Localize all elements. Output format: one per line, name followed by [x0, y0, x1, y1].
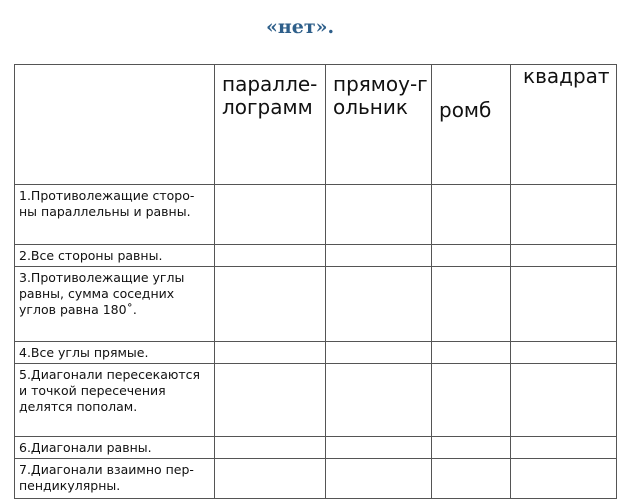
- table-cell[interactable]: [432, 459, 511, 499]
- table-cell[interactable]: [432, 185, 511, 245]
- row-label: 7.Диагонали взаимно пер-пендикулярны.: [15, 459, 215, 499]
- row-label: 6.Диагонали равны.: [15, 437, 215, 459]
- corner-cell: [15, 65, 215, 185]
- row-label: 2.Все стороны равны.: [15, 245, 215, 267]
- row-label: 4.Все углы прямые.: [15, 342, 215, 364]
- column-header-square: квадрат: [511, 65, 617, 185]
- table-cell[interactable]: [511, 437, 617, 459]
- column-header-rectangle: прямоу-гольник: [326, 65, 432, 185]
- table-cell[interactable]: [215, 267, 326, 342]
- table-cell[interactable]: [215, 364, 326, 437]
- table-cell[interactable]: [432, 437, 511, 459]
- table-cell[interactable]: [511, 267, 617, 342]
- table-cell[interactable]: [326, 342, 432, 364]
- table-cell[interactable]: [511, 459, 617, 499]
- table-cell[interactable]: [215, 459, 326, 499]
- row-label: 3.Противолежащие углы равны, сумма соседних углов равна 180˚.: [15, 267, 215, 342]
- table-cell[interactable]: [511, 364, 617, 437]
- header-row: [15, 65, 617, 185]
- table-row: [15, 364, 617, 437]
- table-cell[interactable]: [326, 459, 432, 499]
- table-cell[interactable]: [215, 342, 326, 364]
- table-cell[interactable]: [326, 245, 432, 267]
- table-cell[interactable]: [326, 437, 432, 459]
- table-cell[interactable]: [432, 245, 511, 267]
- slide-title: «нет».: [266, 16, 335, 38]
- table-cell[interactable]: [432, 342, 511, 364]
- row-label: 5.Диагонали пересекаются и точкой пересечения делятся пополам.: [15, 364, 215, 437]
- table-cell[interactable]: [511, 245, 617, 267]
- table-row: [15, 185, 617, 245]
- table-row: [15, 342, 617, 364]
- table-cell[interactable]: [326, 267, 432, 342]
- table-row: [15, 245, 617, 267]
- column-header-rhombus: ромб: [432, 65, 511, 185]
- table-row: [15, 267, 617, 342]
- column-header-parallelogram: паралле-лограмм: [215, 65, 326, 185]
- table-cell[interactable]: [215, 185, 326, 245]
- table-cell[interactable]: [511, 185, 617, 245]
- table-cell[interactable]: [511, 342, 617, 364]
- table-row: [15, 437, 617, 459]
- table-cell[interactable]: [215, 245, 326, 267]
- table-cell[interactable]: [432, 364, 511, 437]
- properties-table: [14, 64, 617, 499]
- table-cell[interactable]: [326, 185, 432, 245]
- table-cell[interactable]: [326, 364, 432, 437]
- table-cell[interactable]: [215, 437, 326, 459]
- table-cell[interactable]: [432, 267, 511, 342]
- row-label: 1.Противолежащие сторо-ны параллельны и равны.: [15, 185, 215, 245]
- table-row: [15, 459, 617, 499]
